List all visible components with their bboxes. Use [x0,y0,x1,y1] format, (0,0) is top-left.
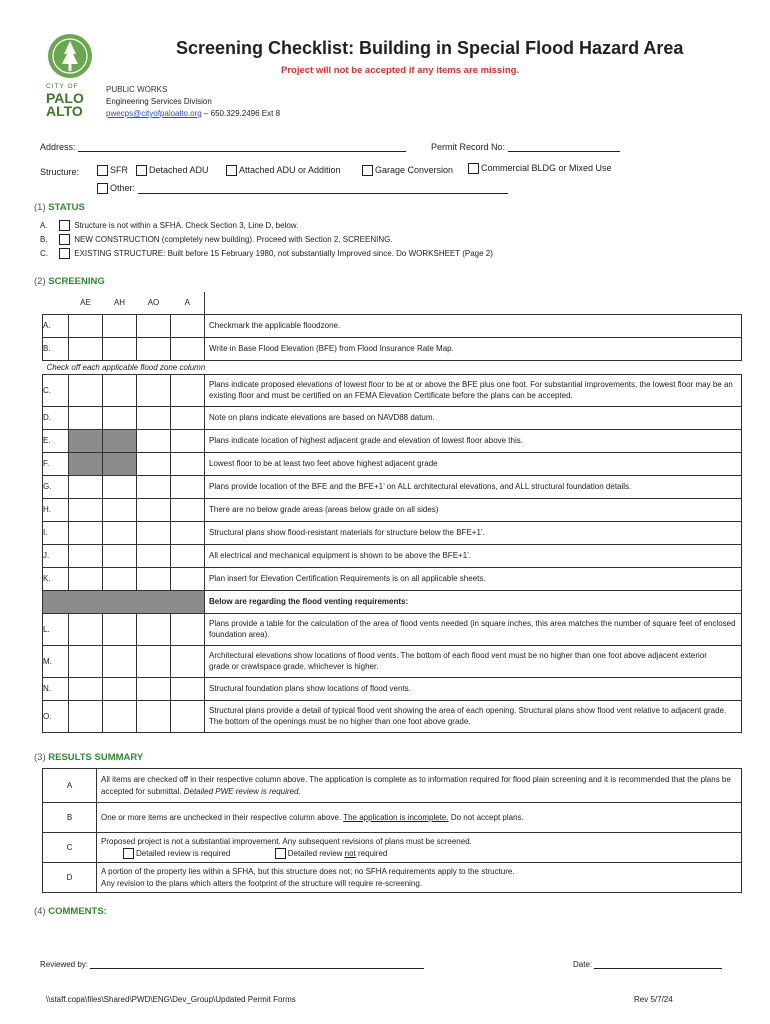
check-cell[interactable] [171,374,205,406]
zone-ae: AE [80,298,91,308]
bfe-cell[interactable] [171,337,205,360]
zone-ah: AH [113,298,126,308]
table-row: F. Lowest floor to be at least two feet above highest adjacent grade [43,452,742,475]
division-name: Engineering Services Division [106,97,212,106]
other-field[interactable] [138,184,508,194]
structure-label: Structure: [40,167,80,177]
check-cell[interactable] [171,452,205,475]
table-row: K. Plan insert for Elevation Certification Requirements is on all applicable sheets. [43,567,742,590]
check-cell[interactable] [137,374,171,406]
table-row: G. Plans provide location of the BFE and the BFE+1’ on ALL architectural elevations, and ALL structural foundation details. [43,475,742,498]
date-field[interactable] [594,960,722,969]
status-list [40,219,493,261]
phone-text: – 650.329.2496 Ext 8 [201,109,281,118]
check-cell[interactable] [69,406,103,429]
page-subtitle: Project will not be accepted if any items are missing. [281,65,520,76]
date-row: Date: [573,960,722,969]
result-row-c: C Proposed project is not a substantial improvement. Any subsequent revisions of plans must be screened. Detailed review is required Detailed review not required [43,833,742,863]
check-cell[interactable] [69,475,103,498]
check-cell[interactable] [103,498,137,521]
check-cell[interactable] [171,475,205,498]
check-cell[interactable] [137,452,171,475]
revision: Rev 5/7/24 [634,995,673,1004]
logo-city-text: CITY OF [46,83,79,90]
table-row: M. Architectural elevations show locations of flood vents. The bottom of each flood vent must be no higher than one foot above adjacent exterior grade or crawlspace grade, whichever is higher. [43,645,742,677]
shaded-cell [69,429,103,452]
check-cell[interactable] [69,544,103,567]
check-cell[interactable] [137,406,171,429]
table-row: E. Plans indicate location of highest adjacent grade and elevation of lowest floor above this. [43,429,742,452]
check-cell[interactable] [69,700,103,732]
table-row: J. All electrical and mechanical equipment is shown to be above the BFE+1’. [43,544,742,567]
table-row: H. There are no below grade areas (areas below grade on all sides) [43,498,742,521]
page-title: Screening Checklist: Building in Special Flood Hazard Area [176,38,684,58]
table-row: N. Structural foundation plans show locations of flood vents. [43,677,742,700]
table-row: L. Plans provide a table for the calculation of the area of flood vents needed (in square inches, this area matches the number of square feet of enclosed foundation area). [43,613,742,645]
check-cell[interactable] [69,613,103,645]
results-heading: (3) RESULTS SUMMARY [34,752,144,763]
check-cell[interactable] [103,567,137,590]
bfe-cell[interactable] [137,337,171,360]
check-cell[interactable] [171,429,205,452]
check-cell[interactable] [103,374,137,406]
checkbox[interactable] [136,165,147,176]
address-field[interactable] [78,142,406,152]
check-cell[interactable] [69,498,103,521]
address-row [40,142,406,152]
shaded-cell [103,429,137,452]
check-cell[interactable] [171,700,205,732]
checkbox[interactable] [97,183,108,194]
email-link[interactable]: pwecps@cityofpaloalto.org [106,109,202,118]
check-cell[interactable] [69,645,103,677]
check-cell[interactable] [103,475,137,498]
logo-wordmark: PALO ALTO [46,90,84,119]
check-cell[interactable] [103,406,137,429]
table-row: A. Checkmark the applicable floodzone. [43,314,742,337]
check-cell[interactable] [171,567,205,590]
shaded-cell [103,452,137,475]
structure-option-detached-adu[interactable]: Detached ADU [136,165,209,176]
checkbox[interactable] [226,165,237,176]
zone-header-row [43,292,742,314]
shaded-cell [69,452,103,475]
checkbox[interactable] [362,165,373,176]
result-row-a: A All items are checked off in their respective column above. The application is complete as to information required for flood plain screening and it is recommended that the plans be accepted for submittal. Detailed PWE review is required. [43,769,742,803]
check-cell[interactable] [103,314,137,337]
check-cell[interactable] [69,374,103,406]
check-cell[interactable] [137,677,171,700]
checkbox[interactable] [59,234,70,245]
check-cell[interactable] [137,700,171,732]
status-item-a: A. Structure is not within a SFHA. Check Section 3, Line D, below. [40,221,299,230]
checkbox[interactable] [468,163,479,174]
permit-row [431,142,620,152]
check-cell[interactable] [103,677,137,700]
structure-option-garage[interactable]: Garage Conversion [362,165,453,176]
check-cell[interactable] [69,314,103,337]
tree-icon [48,34,92,78]
check-cell[interactable] [171,521,205,544]
check-cell[interactable] [137,645,171,677]
results-table [42,768,742,893]
check-cell[interactable] [137,613,171,645]
table-row: O. Structural plans provide a detail of typical flood vent showing the area of each opening. Structural plans show flood vent relative to adjacent grade. The bottom of the openings must be no higher than one foot above grade. [43,700,742,732]
zone-note-row: Check off each applicable flood zone column [46,362,206,372]
check-cell[interactable] [171,613,205,645]
reviewed-row: Reviewed by: [40,960,424,969]
checkbox-detailed-required[interactable] [123,848,134,859]
reviewed-field[interactable] [90,960,424,969]
permit-label: Permit Record No: [431,142,506,152]
bfe-cell[interactable] [103,337,137,360]
status-item-c: C. EXISTING STRUCTURE: Built before 15 February 1980, not substantially Improved since. Do WORKSHEET (Page 2) [40,249,493,258]
check-cell[interactable] [69,521,103,544]
check-cell[interactable] [171,498,205,521]
screening-table [42,292,742,733]
file-path: \\staff.copa\files\Shared\PWD\ENG\Dev_Group\Updated Permit Forms [46,995,296,1004]
check-cell[interactable] [103,544,137,567]
structure-option-other[interactable]: Other: [97,183,508,194]
status-item-b: B. NEW CONSTRUCTION (completely new building). Proceed with Section 2, SCREENING. [40,235,393,244]
structure-option-sfr[interactable]: SFR [97,165,128,176]
check-cell[interactable] [171,677,205,700]
check-cell[interactable] [137,314,171,337]
check-cell[interactable] [137,429,171,452]
checkbox-detailed-not-required[interactable] [275,848,286,859]
checkbox[interactable] [97,165,108,176]
check-cell[interactable] [69,677,103,700]
check-cell[interactable] [103,700,137,732]
department-block [106,84,280,120]
department-name: PUBLIC WORKS [106,85,168,94]
screening-heading: (2) SCREENING [34,276,105,287]
check-cell[interactable] [137,567,171,590]
structure-option-commercial[interactable]: Commercial BLDG or Mixed Use [468,163,612,174]
checkbox[interactable] [59,248,70,259]
checkbox[interactable] [59,220,70,231]
check-cell[interactable] [103,645,137,677]
table-row: D. Note on plans indicate elevations are based on NAVD88 datum. [43,406,742,429]
check-cell[interactable] [137,544,171,567]
check-cell[interactable] [171,406,205,429]
result-row-d: D A portion of the property lies within a SFHA, but this structure does not; no SFHA requirements apply to the structure. Any revision to the plans which alters the footprint of the structure will require re-screening. [43,863,742,893]
check-cell[interactable] [103,521,137,544]
bfe-cell[interactable] [69,337,103,360]
table-row: B. Write in Base Flood Elevation (BFE) from Flood Insurance Rate Map. [43,337,742,360]
zone-a: A [184,298,190,308]
check-cell[interactable] [69,567,103,590]
check-cell[interactable] [171,544,205,567]
structure-option-attached-adu[interactable]: Attached ADU or Addition [226,165,341,176]
venting-header-row: Below are regarding the flood venting requirements: [43,590,742,613]
table-row: C. Plans indicate proposed elevations of lowest floor to be at or above the BFE plus one foot. For substantial improvements, the lowest floor may be an existing floor and must be certified on an FEMA Elevation Certificate before the plans can be accepted. [43,374,742,406]
table-row: I. Structural plans show flood-resistant materials for structure below the BFE+1’. [43,521,742,544]
check-cell[interactable] [103,613,137,645]
result-row-b: B One or more items are unchecked in their respective column above. The application is incomplete. Do not accept plans. [43,803,742,833]
status-heading: (1) STATUS [34,202,85,213]
zone-ao: AO [147,298,160,308]
check-cell[interactable] [171,314,205,337]
address-label: Address: [40,142,76,152]
permit-field[interactable] [508,142,620,152]
check-cell[interactable] [137,521,171,544]
comments-heading: (4) COMMENTS: [34,906,107,917]
city-logo [48,34,92,78]
check-cell[interactable] [137,498,171,521]
check-cell[interactable] [137,475,171,498]
check-cell[interactable] [171,645,205,677]
